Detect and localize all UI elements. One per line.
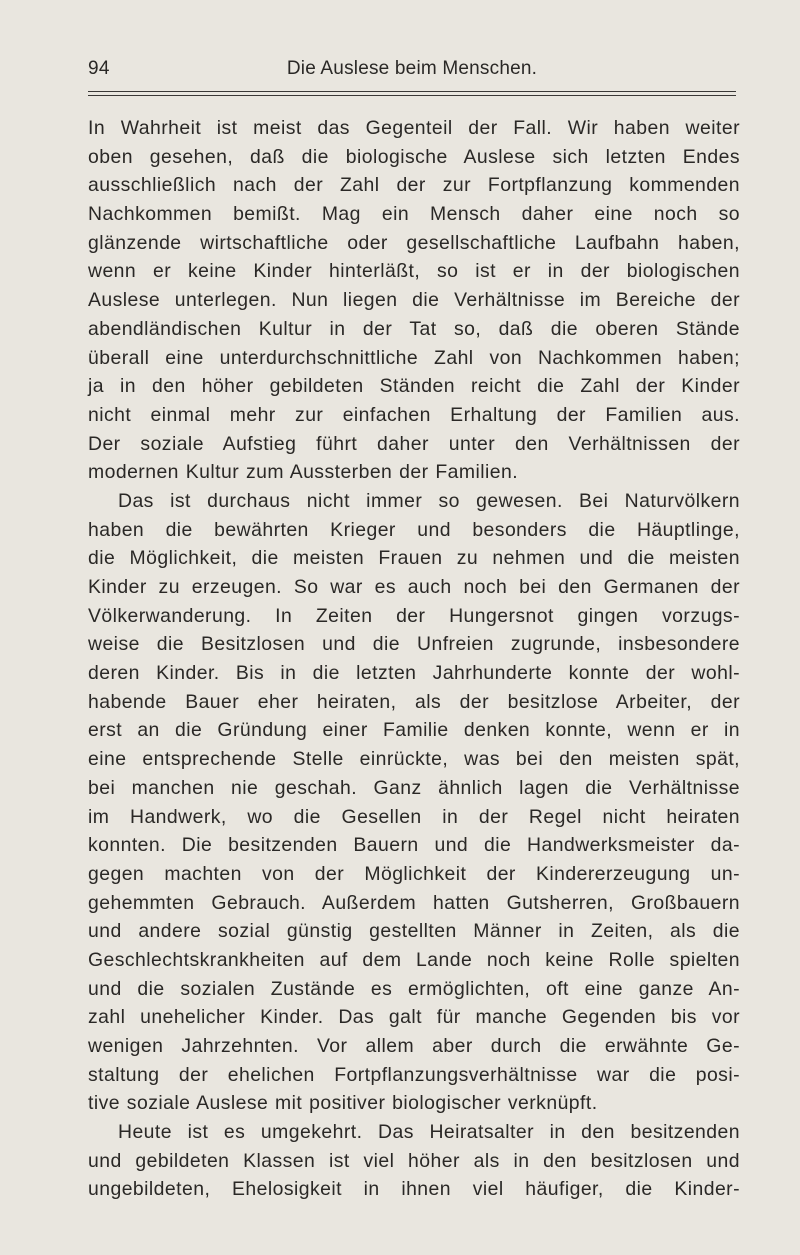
- text-line: Nachkommen bemißt. Mag ein Mensch daher eine noch so: [88, 203, 740, 226]
- text-line: abendländischen Kultur in der Tat so, daß die oberen Stände: [88, 317, 740, 340]
- text-line: Geschlechtskrankheiten auf dem Lande noch keine Rolle spielten: [88, 948, 740, 971]
- page-header: [88, 58, 736, 88]
- text-line: Der soziale Aufstieg führt daher unter den Verhältnissen der: [88, 432, 740, 455]
- body-text: [88, 114, 740, 1204]
- text-line: staltung der ehelichen Fortpflanzungsverhältnisse war die posi-: [88, 1063, 740, 1086]
- text-line: erst an die Gründung einer Familie denken konnte, wenn er in: [88, 719, 740, 742]
- text-line: die Möglichkeit, die meisten Frauen zu nehmen und die meisten: [88, 547, 740, 570]
- text-line: habende Bauer eher heiraten, als der besitzlose Arbeiter, der: [88, 690, 740, 713]
- text-line: und gebildeten Klassen ist viel höher als in den besitzlosen und: [88, 1149, 740, 1172]
- text-line: In Wahrheit ist meist das Gegenteil der Fall. Wir haben weiter: [88, 117, 740, 139]
- text-line: überall eine unterdurchschnittliche Zahl von Nachkommen haben;: [88, 346, 740, 369]
- text-line: Heute ist es umgekehrt. Das Heiratsalter in den besitzenden: [118, 1121, 740, 1144]
- header-rule-top: [88, 91, 736, 92]
- text-line: gehemmten Gebrauch. Außerdem hatten Gutsherren, Großbauern: [88, 891, 740, 914]
- running-title: Die Auslese beim Menschen.: [286, 58, 538, 79]
- text-line: tive soziale Auslese mit positiver biologischer verknüpft.: [88, 1092, 598, 1115]
- text-line: Völkerwanderung. In Zeiten der Hungersnot gingen vorzugs-: [88, 604, 740, 627]
- text-line: ungebildeten, Ehelosigkeit in ihnen viel häufiger, die Kinder-: [88, 1178, 740, 1201]
- text-line: modernen Kultur zum Aussterben der Familien.: [88, 461, 519, 484]
- text-line: gegen machten von der Möglichkeit der Kindererzeugung un-: [88, 862, 740, 885]
- text-line: Kinder zu erzeugen. So war es auch noch bei den Germanen der: [88, 576, 740, 598]
- text-line: wenn er keine Kinder hinterläßt, so ist er in der biologischen: [88, 260, 740, 283]
- text-line: Auslese unterlegen. Nun liegen die Verhältnisse im Bereiche der: [88, 289, 740, 312]
- text-line: weise die Besitzlosen und die Unfreien zugrunde, insbesondere: [88, 633, 740, 656]
- text-line: deren Kinder. Bis in die letzten Jahrhunderte konnte der wohl-: [88, 662, 740, 685]
- text-line: und die sozialen Zustände es ermöglichten, oft eine ganze An-: [88, 977, 740, 1000]
- text-line: im Handwerk, wo die Gesellen in der Regel nicht heiraten: [88, 805, 740, 828]
- text-line: ausschließlich nach der Zahl der zur Fortpflanzung kommenden: [88, 174, 740, 197]
- header-rule-bottom: [88, 95, 736, 96]
- text-line: Das ist durchaus nicht immer so gewesen. Bei Naturvölkern: [118, 489, 740, 512]
- text-line: ja in den höher gebildeten Ständen reicht die Zahl der Kinder: [88, 375, 740, 398]
- text-line: eine entsprechende Stelle einrückte, was bei den meisten spät,: [88, 748, 740, 771]
- text-line: konnten. Die besitzenden Bauern und die Handwerksmeister da-: [88, 834, 740, 857]
- page-number: 94: [88, 58, 110, 79]
- text-line: haben die bewährten Krieger und besonders die Häuptlinge,: [88, 518, 740, 541]
- text-line: glänzende wirtschaftliche oder gesellschaftliche Laufbahn haben,: [88, 231, 740, 254]
- text-line: bei manchen nie geschah. Ganz ähnlich lagen die Verhältnisse: [88, 776, 740, 799]
- text-line: nicht einmal mehr zur einfachen Erhaltung der Familien aus.: [88, 403, 740, 426]
- text-line: wenigen Jahrzehnten. Vor allem aber durch die erwähnte Ge-: [88, 1035, 740, 1057]
- text-line: oben gesehen, daß die biologische Auslese sich letzten Endes: [88, 145, 740, 168]
- text-line: zahl unehelicher Kinder. Das galt für manche Gegenden bis vor: [88, 1006, 740, 1029]
- text-line: und andere sozial günstig gestellten Männer in Zeiten, als die: [88, 920, 740, 943]
